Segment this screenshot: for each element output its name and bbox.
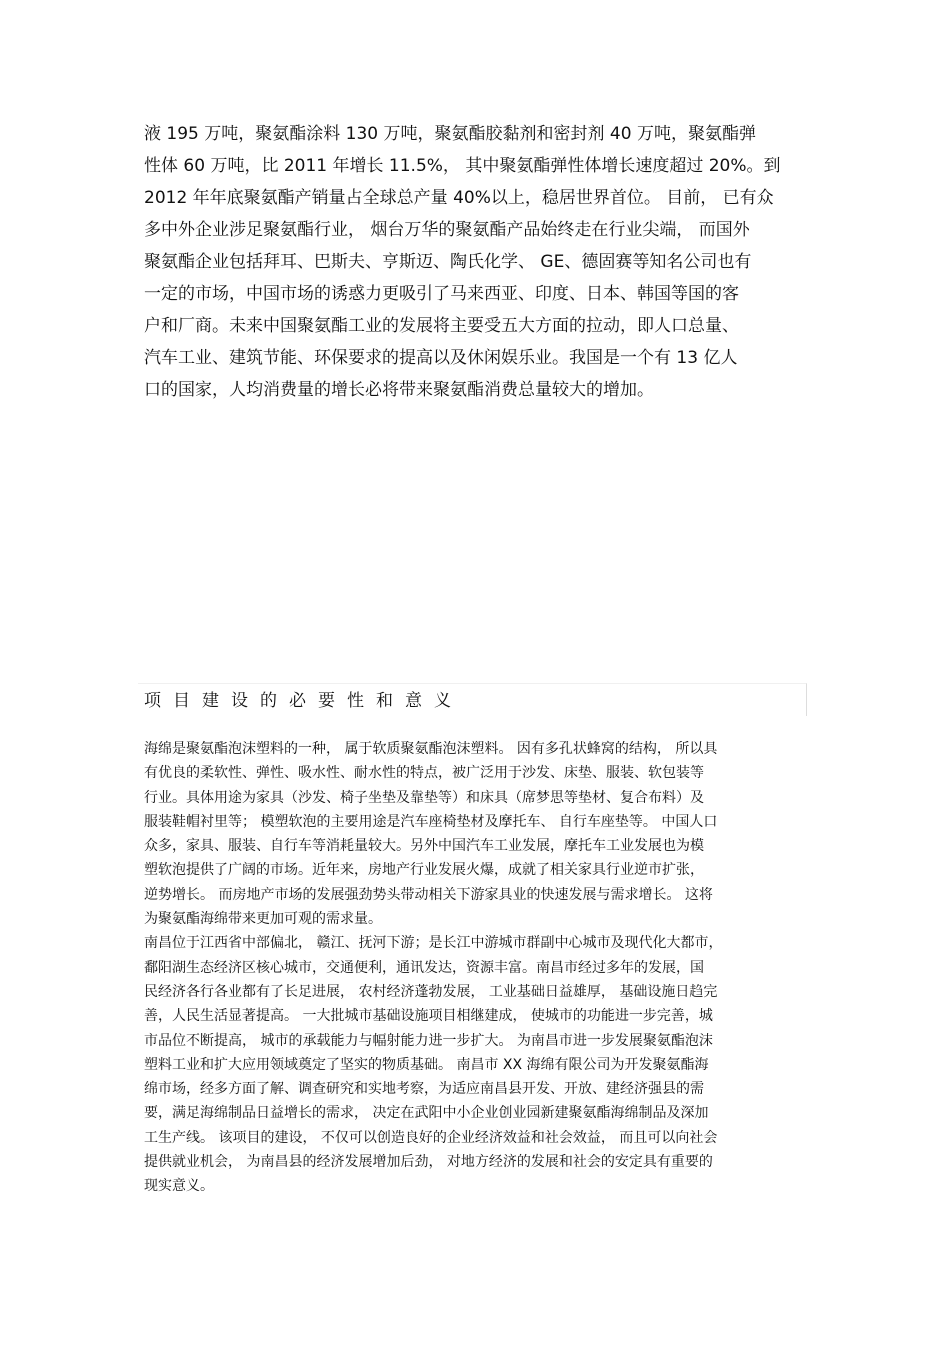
text-line: 现实意义。 [144,1178,214,1195]
text-line: 海绵是聚氨酯泡沫塑料的一种， 属于软质聚氨酯泡沫塑料。 因有多孔状蜂窝的结构， 所以具 [144,741,718,757]
text-line: 塑软泡提供了广阔的市场。近年来，房地产行业发展火爆，成就了相关家具行业逆市扩张， [144,862,704,879]
text-line: 汽车工业、建筑节能、环保要求的提高以及休闲娱乐业。我国是一个有 13 亿人 [144,348,738,368]
text-line: 民经济各行各业都有了长足进展， 农村经济蓬勃发展， 工业基础日益雄厚， 基础设施日趋完 [144,983,718,1000]
section-heading: 项目建设的必要性和意义 [144,691,463,711]
text-line: 户和厂商。未来中国聚氨酯工业的发展将主要受五大方面的拉动，即人口总量、 [144,316,739,336]
text-line: 众多，家具、服装、自行车等消耗量较大。另外中国汽车工业发展，摩托车工业发展也为模 [144,838,704,855]
text-line: 有优良的柔软性、弹性、吸水性、耐水性的特点，被广泛用于沙发、床垫、服装、软包装等 [144,765,704,782]
text-line: 2012 年年底聚氨酯产销量占全球总产量 40%以上，稳居世界首位。 目前， 已有众 [144,188,774,208]
text-line: 多中外企业涉足聚氨酯行业， 烟台万华的聚氨酯产品始终走在行业尖端， 而国外 [144,220,750,240]
text-line: 聚氨酯企业包括拜耳、巴斯夫、亨斯迈、陶氏化学、 GE、德固赛等知名公司也有 [144,252,752,272]
text-line: 为聚氨酯海绵带来更加可观的需求量。 [144,911,382,928]
text-line: 工生产线。 该项目的建设， 不仅可以创造良好的企业经济效益和社会效益， 而且可以向社会 [144,1129,718,1146]
text-line: 服装鞋帽衬里等； 模塑软泡的主要用途是汽车座椅垫材及摩托车、 自行车座垫等。 中国人口 [144,813,718,830]
text-line: 一定的市场，中国市场的诱惑力更吸引了马来西亚、印度、日本、韩国等国的客 [144,284,739,304]
text-line: 善，人民生活显著提高。 一大批城市基础设施项目相继建成， 使城市的功能进一步完善，城 [144,1008,713,1025]
text-line: 性体 60 万吨，比 2011 年增长 11.5%， 其中聚氨酯弹性体增长速度超过 20%。到 [144,156,781,176]
text-line: 南昌位于江西省中部偏北， 赣江、抚河下游；是长江中游城市群副中心城市及现代化大都市， [144,935,723,952]
text-line: 提供就业机会， 为南昌县的经济发展增加后劲， 对地方经济的发展和社会的安定具有重要的 [144,1154,713,1171]
text-line: 塑料工业和扩大应用领域奠定了坚实的物质基础。 南昌市 XX 海绵有限公司为开发聚氨酯海 [144,1056,709,1073]
text-line: 绵市场，经多方面了解、调查研究和实地考察，为适应南昌县开发、开放、建经济强县的需 [144,1081,704,1098]
text-line: 行业。具体用途为家具（沙发、椅子坐垫及靠垫等）和床具（席梦思等垫材、复合布料）及 [144,789,704,806]
text-line: 鄱阳湖生态经济区核心城市，交通便利，通讯发达，资源丰富。南昌市经过多年的发展，国 [144,959,704,976]
paragraph-necessity [144,737,814,1199]
section-heading-box [138,683,807,716]
text-line: 逆势增长。 而房地产市场的发展强劲势头带动相关下游家具业的快速发展与需求增长。 这将 [144,886,713,903]
text-line: 要，满足海绵制品日益增长的需求， 决定在武阳中小企业创业园新建聚氨酯海绵制品及深加 [144,1105,709,1122]
text-line: 液 195 万吨，聚氨酯涂料 130 万吨，聚氨酯胶黏剂和密封剂 40 万吨，聚氨酯弹 [144,124,756,144]
text-line: 市品位不断提高， 城市的承载能力与幅射能力进一步扩大。 为南昌市进一步发展聚氨酯泡沫 [144,1032,713,1049]
paragraph-market-overview [144,118,814,406]
text-line: 口的国家，人均消费量的增长必将带来聚氨酯消费总量较大的增加。 [144,380,654,400]
